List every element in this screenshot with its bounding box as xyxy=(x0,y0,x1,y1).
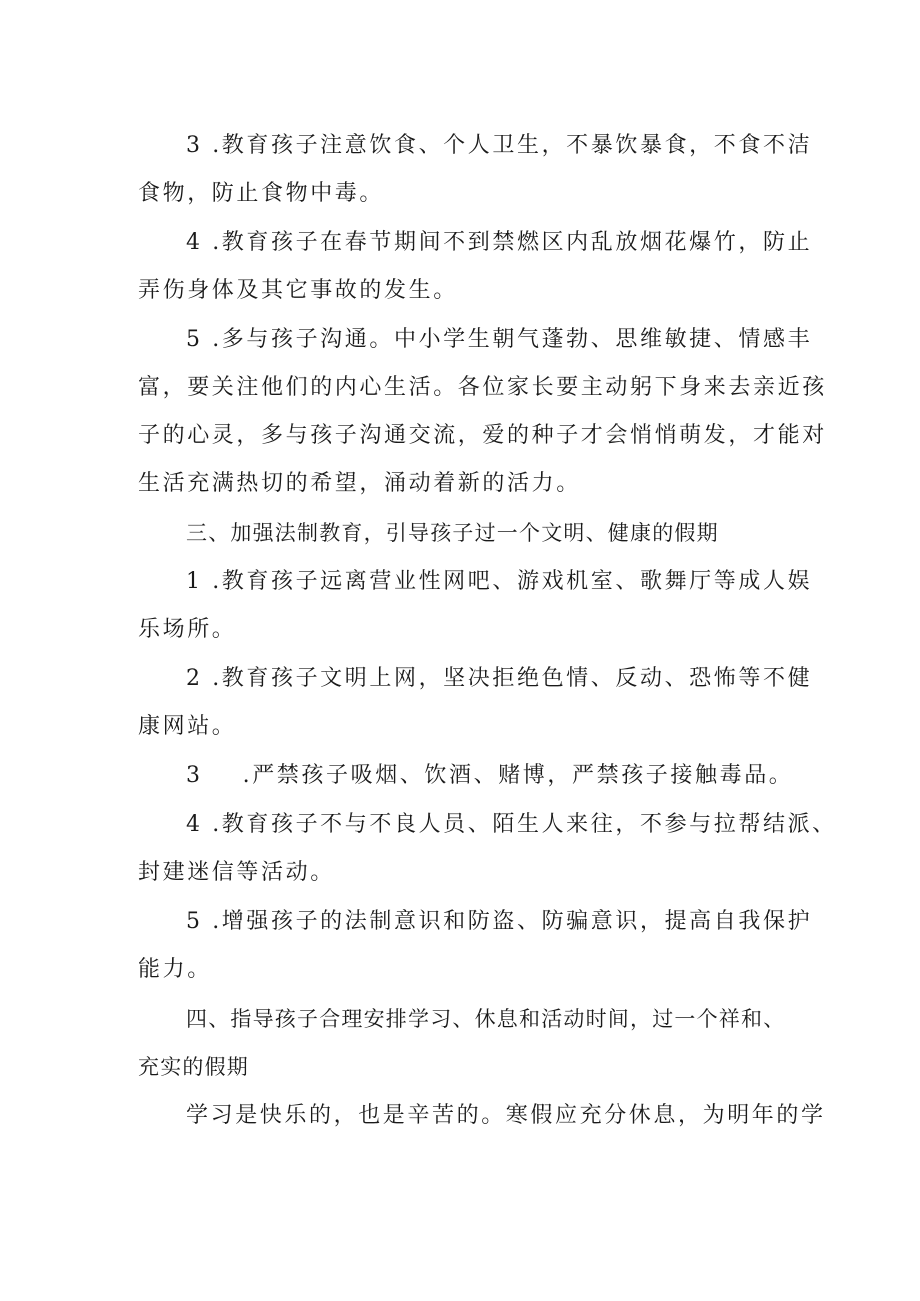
s3-item-4-line-1: 4 .教育孩子不与不良人员、陌生人来往，不参与拉帮结派、 xyxy=(186,812,837,837)
s3-item-2-line-2: 康网站。 xyxy=(138,714,237,739)
s3-item-3-line-1 xyxy=(186,761,846,791)
s3-item-2-line-1: 2 .教育孩子文明上网，坚决拒绝色情、反动、恐怖等不健 xyxy=(186,666,813,691)
section-4-heading-line-1: 四、指导孩子合理安排学习、休息和活动时间，过一个祥和、 xyxy=(186,1007,786,1031)
item-3-line-2: 食物，防止食物中毒。 xyxy=(138,181,385,206)
s3-item-3-number: 3 xyxy=(186,763,203,788)
section-3-heading: 三、加强法制教育，引导孩子过一个文明、健康的假期 xyxy=(186,521,719,545)
item-5-line-2: 富，要关注他们的内心生活。各位家长要主动躬下身来去亲近孩 xyxy=(138,375,827,400)
item-5-line-4: 生活充满热切的希望，涌动着新的活力。 xyxy=(138,471,581,496)
s3-item-4-line-2: 封建迷信等活动。 xyxy=(138,860,335,885)
s3-item-5-line-2: 能力。 xyxy=(138,957,212,982)
s3-item-5-line-1: 5 .增强孩子的法制意识和防盗、防骗意识，提高自我保护 xyxy=(186,909,813,934)
s3-item-3-text: .严禁孩子吸烟、饮酒、赌博，严禁孩子接触毒品。 xyxy=(242,763,794,788)
s4-paragraph-line-1: 学习是快乐的，也是辛苦的。寒假应充分休息，为明年的学 xyxy=(186,1103,826,1128)
item-5-line-1: 5 .多与孩子沟通。中小学生朝气蓬勃、思维敏捷、情感丰 xyxy=(186,327,813,352)
item-3-line-1: 3 .教育孩子注意饮食、个人卫生，不暴饮暴食，不食不洁 xyxy=(186,133,813,158)
item-5-line-3: 子的心灵，多与孩子沟通交流，爱的种子才会悄悄萌发，才能对 xyxy=(138,423,827,448)
s3-item-1-line-1: 1 .教育孩子远离营业性网吧、游戏机室、歌舞厅等成人娱 xyxy=(186,569,813,594)
section-4-heading-line-2: 充实的假期 xyxy=(138,1055,249,1079)
item-4-line-2: 弄伤身体及其它事故的发生。 xyxy=(138,278,458,303)
item-4-line-1: 4 .教育孩子在春节期间不到禁燃区内乱放烟花爆竹，防止 xyxy=(186,230,813,255)
s3-item-1-line-2: 乐场所。 xyxy=(138,617,237,642)
